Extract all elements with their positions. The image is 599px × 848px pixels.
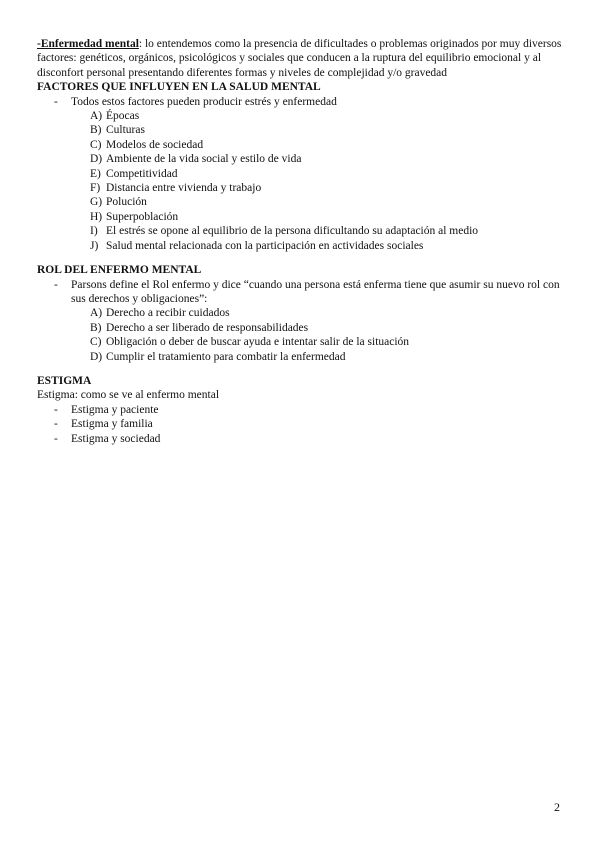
estigma-list [37, 403, 562, 446]
item-text: Modelos de sociedad [106, 138, 204, 151]
rol-lead-text: Parsons define el Rol enfermo y dice “cuando una persona está enferma tiene que asumir su nuevo rol con sus derechos y obligaciones”: [71, 278, 560, 305]
list-item [37, 181, 562, 195]
section-spacer [37, 364, 562, 374]
rol-lead [37, 278, 562, 307]
estigma-heading: ESTIGMA [37, 374, 92, 387]
factores-lead [37, 95, 562, 109]
dash-marker: - [54, 95, 58, 108]
section-spacer [37, 253, 562, 263]
list-item [37, 335, 562, 349]
list-item [37, 403, 562, 417]
item-letter: A) [90, 110, 103, 123]
dash-marker: - [54, 278, 58, 291]
list-item [37, 138, 562, 152]
item-text: Estigma y sociedad [71, 432, 161, 445]
list-item [37, 224, 562, 238]
dash-marker: - [54, 432, 58, 445]
rol-heading: ROL DEL ENFERMO MENTAL [37, 264, 202, 277]
item-text: Superpoblación [106, 210, 179, 223]
list-item [37, 239, 562, 253]
item-text: Salud mental relacionada con la participación en actividades sociales [106, 239, 424, 252]
item-letter: C) [90, 138, 102, 151]
estigma-lead: Estigma: como se ve al enfermo mental [37, 389, 220, 402]
item-text: Cumplir el tratamiento para combatir la enfermedad [106, 350, 346, 363]
item-text: Estigma y familia [71, 418, 153, 431]
page-content [37, 37, 562, 446]
list-item [37, 123, 562, 137]
item-text: Culturas [106, 124, 145, 137]
factores-list [37, 109, 562, 253]
intro-term: -Enfermedad mental [37, 38, 139, 50]
intro-text: : lo entendemos como la presencia de dificultades o problemas originados por muy diversos factores: genéticos, orgánicos, psicológicos y sociales que conducen a la ruptura del equilibrio emocional y al disconfort personal presentando diferentes formas y niveles de complejidad y/o gravedad [37, 38, 562, 79]
item-text: Derecho a recibir cuidados [106, 307, 230, 320]
item-letter: G) [90, 196, 103, 209]
list-item [37, 321, 562, 335]
item-letter: I) [90, 225, 98, 238]
list-item [37, 350, 562, 364]
item-text: Distancia entre vivienda y trabajo [106, 182, 262, 195]
list-item [37, 167, 562, 181]
item-text: Polución [106, 196, 147, 209]
item-text: El estrés se opone al equilibrio de la persona dificultando su adaptación al medio [106, 225, 479, 238]
item-letter: H) [90, 210, 103, 223]
dash-marker: - [54, 403, 58, 416]
item-text: Obligación o deber de buscar ayuda e intentar salir de la situación [106, 336, 410, 349]
list-item [37, 109, 562, 123]
item-letter: D) [90, 153, 103, 166]
item-letter: J) [90, 239, 99, 252]
item-text: Competitividad [106, 167, 178, 180]
factores-heading: FACTORES QUE INFLUYEN EN LA SALUD MENTAL [37, 81, 321, 94]
list-item [37, 417, 562, 431]
item-text: Estigma y paciente [71, 403, 159, 416]
page-number: 2 [554, 800, 560, 814]
item-text: Épocas [106, 110, 140, 123]
item-text: Derecho a ser liberado de responsabilidades [106, 321, 309, 334]
list-item [37, 152, 562, 166]
rol-list [37, 306, 562, 364]
item-letter: C) [90, 336, 102, 349]
item-letter: E) [90, 167, 101, 180]
item-letter: B) [90, 124, 102, 137]
item-letter: F) [90, 182, 101, 195]
item-text: Ambiente de la vida social y estilo de vida [106, 153, 302, 166]
item-letter: B) [90, 321, 102, 334]
factores-lead-text: Todos estos factores pueden producir estrés y enfermedad [71, 95, 337, 108]
intro-paragraph [37, 37, 562, 80]
item-letter: A) [90, 307, 103, 320]
list-item [37, 432, 562, 446]
list-item [37, 306, 562, 320]
list-item [37, 195, 562, 209]
item-letter: D) [90, 350, 103, 363]
dash-marker: - [54, 418, 58, 431]
list-item [37, 210, 562, 224]
